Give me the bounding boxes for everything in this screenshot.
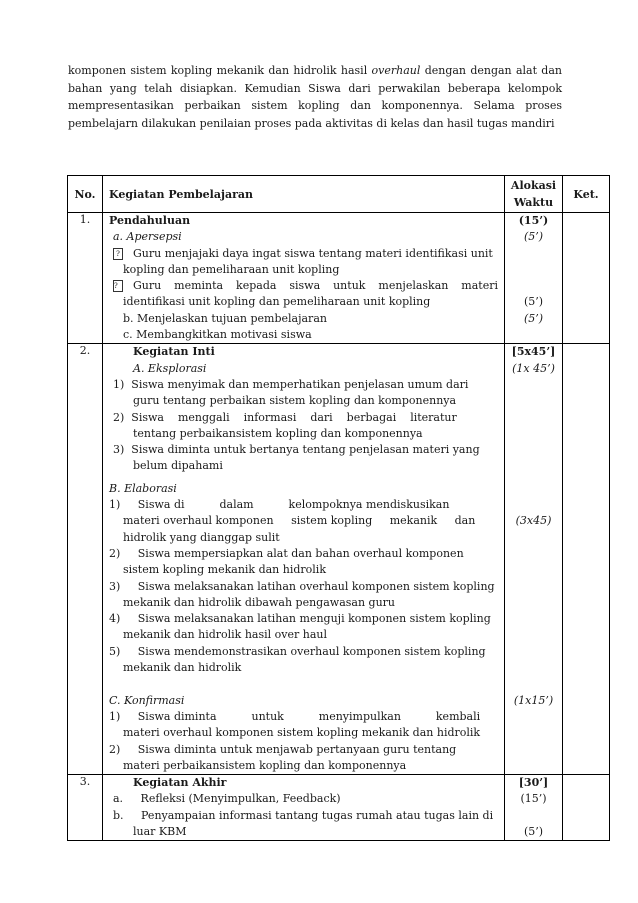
row-number: 3. xyxy=(68,775,103,841)
list-item: 3) Siswa melaksanakan latihan overhaul komponen sistem kopling xyxy=(109,579,495,593)
list-item: 4) Siswa melaksanakan latihan menguji komponen sistem kopling xyxy=(109,612,491,626)
row-number: 1. xyxy=(68,213,103,344)
table-row xyxy=(68,775,610,841)
list-item: 2) Siswa diminta untuk menjawab pertanyaan guru tentang xyxy=(109,742,457,756)
list-item: 1) Siswa menyimak dan memperhatikan penjelasan umum dari xyxy=(113,377,469,391)
table-row xyxy=(68,344,610,775)
alloc-value: (1x15’) xyxy=(513,693,554,707)
time-allocation-cell xyxy=(505,775,563,841)
list-item: b. Menjelaskan tujuan pembelajaran xyxy=(123,311,327,325)
list-item: ? Guru meminta kepada siswa untuk menjelaskan materi xyxy=(114,279,498,293)
list-item-continued: mekanik dan hidrolik dibawah pengawasan guru xyxy=(123,595,396,609)
section-title: Kegiatan Inti xyxy=(133,345,215,359)
list-item: 1) Siswa diminta untuk menyimpulkan kembali xyxy=(109,709,481,723)
list-item-continued: identifikasi unit kopling dan pemeliharaan unit kopling xyxy=(123,295,431,309)
list-item-continued: sistem kopling mekanik dan hidrolik xyxy=(123,563,326,577)
alloc-value: (5’) xyxy=(523,311,544,325)
intro-text-start: komponen sistem kopling mekanik dan hidrolik hasil xyxy=(68,64,372,77)
alloc-total: [30’] xyxy=(518,776,549,790)
row-number: 2. xyxy=(68,344,103,775)
alloc-total: (15’) xyxy=(518,214,549,227)
section-title: Pendahuluan xyxy=(109,214,191,227)
bullet-icon: ? xyxy=(113,248,123,260)
list-item-continued: materi overhaul komponen sistem kopling mekanik dan xyxy=(123,514,476,528)
activity-cell xyxy=(103,213,505,344)
list-item-continued: hidrolik yang dianggap sulit xyxy=(123,530,280,544)
list-item-continued: guru tentang perbaikan sistem kopling dan komponennya xyxy=(133,394,457,408)
list-item-continued: belum dipahami xyxy=(133,459,223,473)
alloc-value: (5’) xyxy=(523,230,544,244)
list-item: c. Membangkitkan motivasi siswa xyxy=(123,328,312,342)
activity-cell xyxy=(103,775,505,841)
header-alokasi-line1: Alokasi xyxy=(510,179,557,192)
table-header-row xyxy=(68,176,610,213)
intro-italic-term: overhaul xyxy=(371,64,421,77)
header-alokasi-line2: Waktu xyxy=(513,196,554,209)
header-alokasi xyxy=(505,176,563,213)
learning-activities-table xyxy=(67,175,610,841)
list-item-continued: mekanik dan hidrolik hasil over haul xyxy=(123,628,327,642)
alloc-total: [5x45’] xyxy=(511,345,556,359)
list-item: 1) Siswa di dalam kelompoknya mendiskusikan xyxy=(109,498,450,512)
sub-heading: B. Elaborasi xyxy=(109,481,177,495)
alloc-value: (3x45) xyxy=(515,514,552,528)
list-item-continued: materi perbaikansistem kopling dan komponennya xyxy=(123,758,407,772)
sub-heading: A. Eksplorasi xyxy=(133,361,207,375)
header-ket: Ket. xyxy=(563,176,610,213)
sub-heading: a. Apersepsi xyxy=(113,230,182,244)
list-item-continued: mekanik dan hidrolik xyxy=(123,661,242,675)
intro-text-end: dengan dengan alat dan bahan yang telah disiapkan. Kemudian Siswa dari perwakilan beberapa kelompok mempresentasikan perbaikan sistem kopling dan komponennya. Selama proses pembelajarn dilakukan penilaian proses pada aktivitas di kelas dan hasil tugas mandiri xyxy=(68,64,562,130)
list-item: b. Penyampaian informasi tantang tugas rumah atau tugas lain di xyxy=(113,808,494,822)
list-item-continued: tentang perbaikansistem kopling dan komponennya xyxy=(133,426,423,440)
list-item: 3) Siswa diminta untuk bertanya tentang penjelasan materi yang xyxy=(113,443,480,457)
alloc-value: (5’) xyxy=(523,824,544,838)
ket-cell xyxy=(563,213,610,344)
list-item: 2) Siswa mempersiapkan alat dan bahan overhaul komponen xyxy=(109,546,464,560)
list-item-continued: materi overhaul komponen sistem kopling mekanik dan hidrolik xyxy=(123,726,481,740)
sub-heading: C. Konfirmasi xyxy=(109,693,185,707)
alloc-value: (15’) xyxy=(520,792,547,806)
list-item-continued: kopling dan pemeliharaan unit kopling xyxy=(123,262,340,276)
list-item: ? Guru menjajaki daya ingat siswa tentang materi identifikasi unit xyxy=(109,246,498,262)
bullet-icon: ? xyxy=(113,280,123,292)
list-item: 5) Siswa mendemonstrasikan overhaul komponen sistem kopling xyxy=(109,644,486,658)
time-allocation-cell xyxy=(505,213,563,344)
intro-paragraph xyxy=(68,62,562,132)
activity-cell xyxy=(103,344,505,775)
list-item: a. Refleksi (Menyimpulkan, Feedback) xyxy=(113,792,341,806)
section-title: Kegiatan Akhir xyxy=(133,776,227,790)
table-row xyxy=(68,213,610,344)
alloc-value: (1x 45’) xyxy=(512,361,555,375)
header-kegiatan: Kegiatan Pembelajaran xyxy=(103,176,505,213)
time-allocation-cell xyxy=(505,344,563,775)
alloc-value: (5’) xyxy=(523,295,544,309)
header-no: No. xyxy=(68,176,103,213)
ket-cell xyxy=(563,344,610,775)
list-item-continued: luar KBM xyxy=(133,824,187,838)
list-item: 2) Siswa menggali informasi dari berbagai literatur xyxy=(113,410,457,424)
ket-cell xyxy=(563,775,610,841)
